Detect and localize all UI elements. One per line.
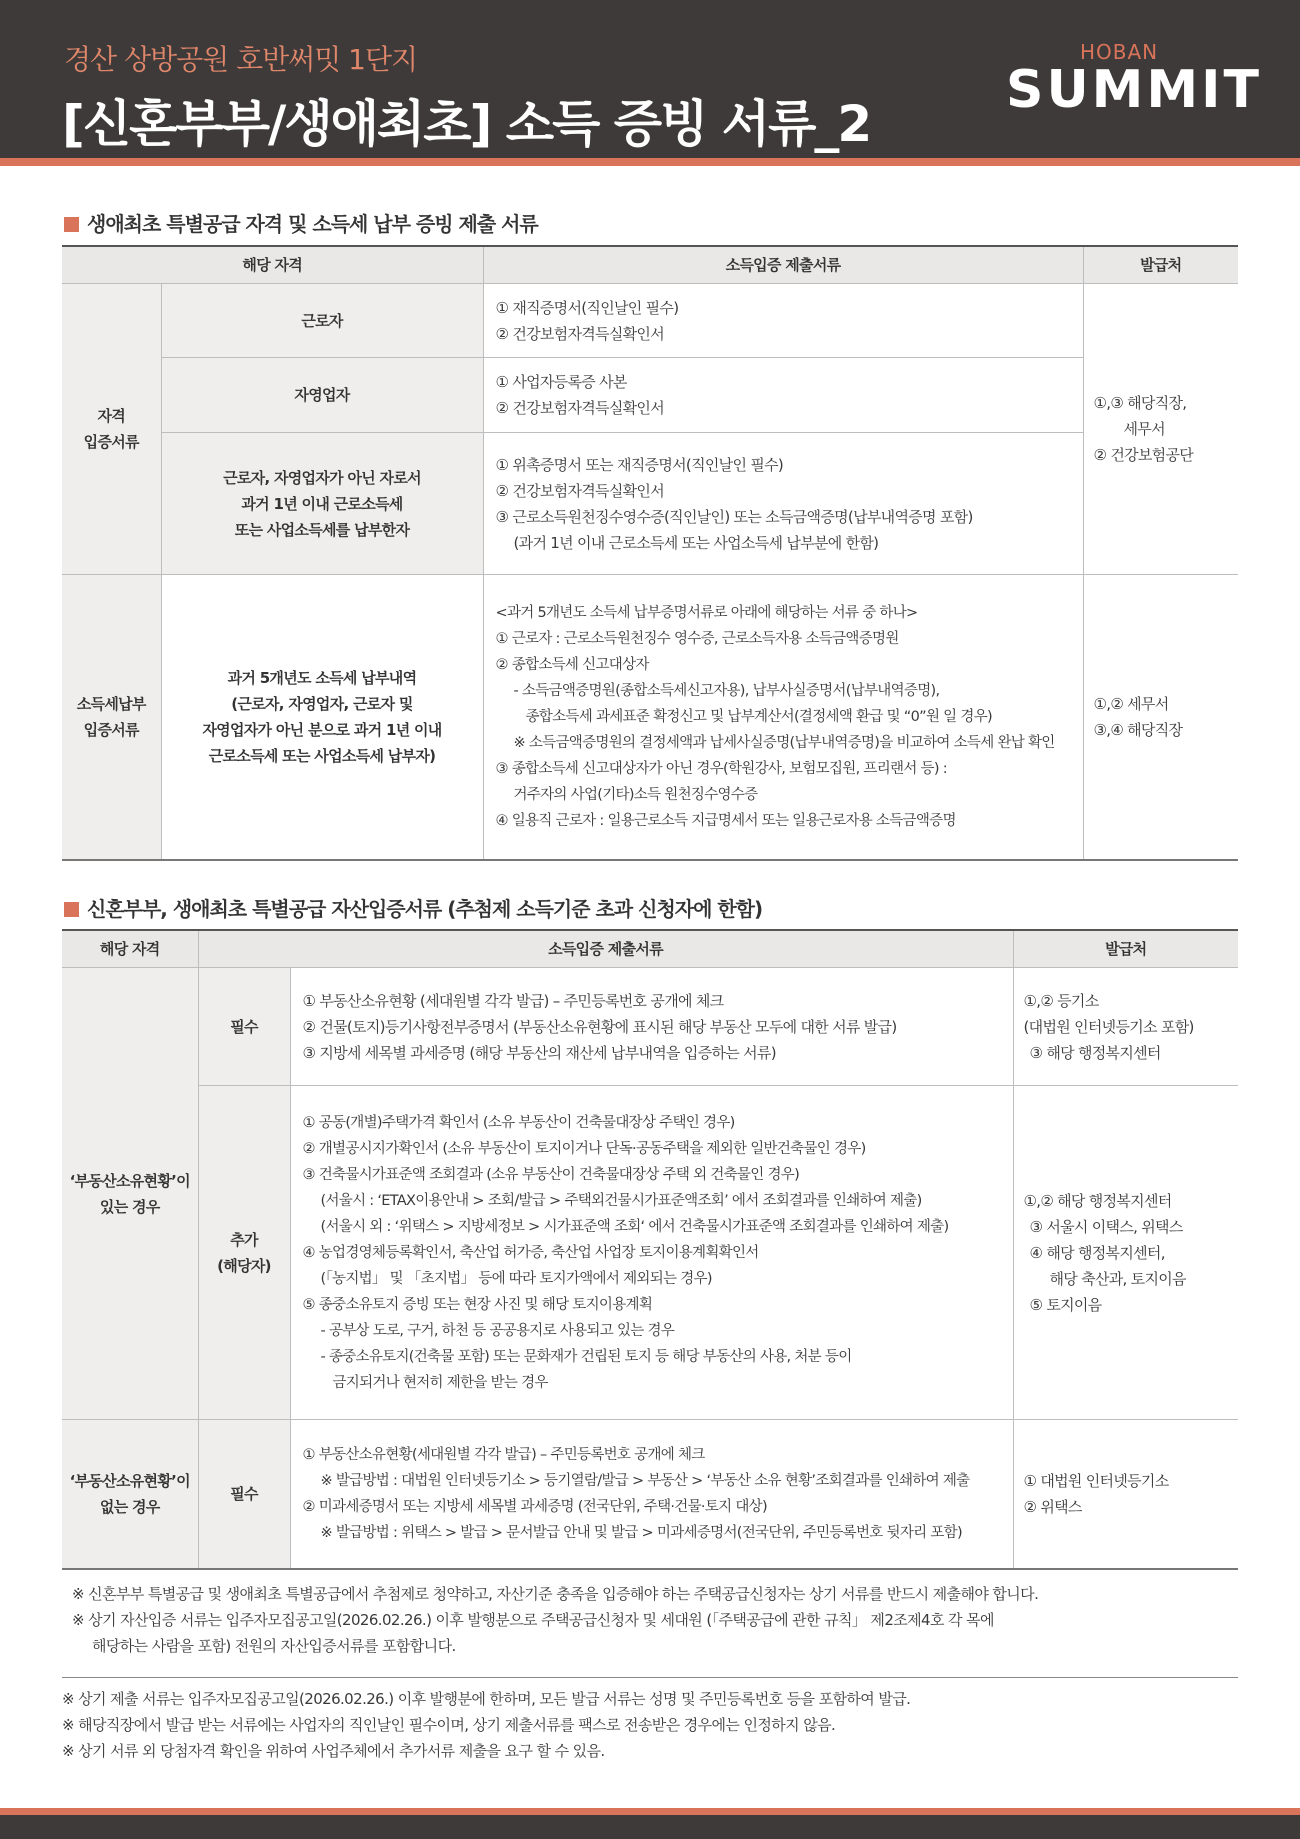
- group-label-qualification: 자격 입증서류: [62, 284, 161, 575]
- asset-notes: [72, 1581, 1232, 1659]
- table-row: [62, 1420, 1238, 1569]
- table-header-row: [62, 930, 1238, 968]
- group-label-has-property: ‘부동산소유현황’이 있는 경우: [62, 968, 198, 1420]
- col-header-eligibility: 해당 자격: [62, 930, 198, 968]
- row-label-tax-history: 과거 5개년도 소득세 납부내역 (근로자, 자영업자, 근로자 및 자영업자가 아닌 분으로 과거 1년 이내 근로소득세 또는 사업소득세 납부자): [161, 575, 483, 860]
- notes-divider: [62, 1677, 1238, 1678]
- note-line: 해당하는 사람을 포함) 전원의 자산입증서류를 포함합니다.: [92, 1637, 456, 1655]
- table-row: [62, 433, 1238, 575]
- note-line: ※ 신혼부부 특별공급 및 생애최초 특별공급에서 추첨제로 청약하고, 자산기준 충족을 입증해야 하는 주택공급신청자는 상기 서류를 반드시 제출해야 합니다.: [72, 1585, 1039, 1603]
- note-line: ※ 상기 서류 외 당첨자격 확인을 위하여 사업주체에서 추가서류 제출을 요구 할 수 있음.: [62, 1742, 605, 1760]
- col-header-issuer: 발급처: [1013, 930, 1238, 968]
- has-property-required-issuer: ①,② 등기소 (대법원 인터넷등기소 포함) ③ 해당 행정복지센터: [1013, 968, 1238, 1086]
- table-row: [62, 968, 1238, 1086]
- self-employed-docs: ① 사업자등록증 사본 ② 건강보험자격득실확인서: [483, 358, 1083, 433]
- col-header-issuer: 발급처: [1083, 246, 1238, 284]
- square-bullet-icon: [64, 902, 79, 917]
- row-label-worker: 근로자: [161, 284, 483, 358]
- logo-brand-top: HOBAN: [1080, 40, 1159, 64]
- worker-docs: ① 재직증명서(직인날인 필수) ② 건강보험자격득실확인서: [483, 284, 1083, 358]
- note-line: ※ 해당직장에서 발급 받는 서류에는 사업자의 직인날인 필수이며, 상기 제출서류를 팩스로 전송받은 경우에는 인정하지 않음.: [62, 1716, 836, 1734]
- table-row: [62, 284, 1238, 358]
- note-line: ※ 상기 자산입증 서류는 입주자모집공고일(2026.02.26.) 이후 발행분으로 주택공급신청자 및 세대원 (「주택공급에 관한 규칙」 제2조제4호 각 목에: [72, 1611, 994, 1629]
- header-accent-stripe: [0, 158, 1300, 166]
- logo-brand-main: SUMMIT: [1006, 60, 1262, 120]
- section2-heading: 신혼부부, 생애최초 특별공급 자산입증서류 (추첨제 소득기준 초과 신청자에 한함): [64, 893, 762, 922]
- group-label-tax-payment: 소득세납부 입증서류: [62, 575, 161, 860]
- page-title: [신혼부부/생애최초] 소득 증빙 서류_2: [62, 95, 871, 153]
- table-row: [62, 575, 1238, 860]
- has-property-additional-docs: ① 공동(개별)주택가격 확인서 (소유 부동산이 건축물대장상 주택인 경우) ② 개별공시지가확인서 (소유 부동산이 토지이거나 단독·공동주택을 제외한 일반건축물인 경우) ③ 건축물시가표준액 조회결과 (소유 부동산이 건축물대장상 주택 외 건축물인 경우) (서울시 : ‘ETAX이용안내 > 조회/발급 > 주택외건물시가표준액조회’ 에서 조회결과를 인쇄하여 제출) (서울시 외 : ‘위택스 > 지방세정보 > 시가표준액 조회‘ 에서 건축물시가표준액 조회결과를 인쇄하여 제출) ④ 농업경영체등록확인서, 축산업 허가증, 축산업 사업장 토지이용계획확인서 (「농지법」 및 「초지법」 등에 따라 토지가액에서 제외되는 경우) ⑤ 종중소유토지 증빙 또는 현장 사진 및 해당 토지이용계획 - 공부상 도로, 구거, 하천 등 공공용지로 사용되고 있는 경우 - 종중소유토지(건축물 포함) 또는 문화재가 건립된 토지 등 해당 부동산의 사용, 처분 등이 금지되거나 현저히 제한을 받는 경우: [290, 1086, 1013, 1420]
- note-line: ※ 상기 제출 서류는 입주자모집공고일(2026.02.26.) 이후 발행분에 한하며, 모든 발급 서류는 성명 및 주민등록번호 등을 포함하여 발급.: [62, 1690, 911, 1708]
- square-bullet-icon: [64, 217, 79, 232]
- no-property-docs: ① 부동산소유현황(세대원별 각각 발급) – 주민등록번호 공개에 체크 ※ 발급방법 : 대법원 인터넷등기소 > 등기열람/발급 > 부동산 > ‘부동산 소유 현황’조회결과를 인쇄하여 제출 ② 미과세증명서 또는 지방세 세목별 과세증명 (전국단위, 주택·건물·토지 대상) ※ 발급방법 : 위택스 > 발급 > 문서발급 안내 및 발급 > 미과세증명서(전국단위, 주민등록번호 뒷자리 포함): [290, 1420, 1013, 1569]
- col-header-documents: 소득입증 제출서류: [483, 246, 1083, 284]
- eligibility-table: [62, 245, 1238, 861]
- complex-name: 경산 상방공원 호반써밋 1단지: [64, 43, 418, 76]
- additional-label: 추가 (해당자): [198, 1086, 290, 1420]
- asset-table: [62, 929, 1238, 1570]
- group-label-no-property: ‘부동산소유현황’이 없는 경우: [62, 1420, 198, 1569]
- other-docs: ① 위촉증명서 또는 재직증명서(직인날인 필수) ② 건강보험자격득실확인서 ③ 근로소득원천징수영수증(직인날인) 또는 소득금액증명(납부내역증명 포함) (과거 1년 이내 근로소득세 또는 사업소득세 납부분에 한함): [483, 433, 1083, 575]
- has-property-additional-issuer: ①,② 해당 행정복지센터 ③ 서울시 이택스, 위택스 ④ 해당 행정복지센터, 해당 축산과, 토지이음 ⑤ 토지이음: [1013, 1086, 1238, 1420]
- section1-heading: 생애최초 특별공급 자격 및 소득세 납부 증빙 제출 서류: [64, 208, 538, 237]
- required-label: 필수: [198, 1420, 290, 1569]
- page-footer: [0, 1815, 1300, 1839]
- col-header-eligibility: 해당 자격: [62, 246, 483, 284]
- row-label-other: 근로자, 자영업자가 아닌 자로서 과거 1년 이내 근로소득세 또는 사업소득세를 납부한자: [161, 433, 483, 575]
- issuer-qualification: ①,③ 해당직장, 세무서 ② 건강보험공단: [1083, 284, 1238, 575]
- issuer-tax-payment: ①,② 세무서 ③,④ 해당직장: [1083, 575, 1238, 860]
- has-property-required-docs: ① 부동산소유현황 (세대원별 각각 발급) – 주민등록번호 공개에 체크 ② 건물(토지)등기사항전부증명서 (부동산소유현황에 표시된 해당 부동산 모두에 대한 서류 발급) ③ 지방세 세목별 과세증명 (해당 부동산의 재산세 납부내역을 입증하는 서류): [290, 968, 1013, 1086]
- required-label: 필수: [198, 968, 290, 1086]
- table-header-row: [62, 246, 1238, 284]
- tax-docs: <과거 5개년도 소득세 납부증명서류로 아래에 해당하는 서류 중 하나> ① 근로자 : 근로소득원천징수 영수증, 근로소득자용 소득금액증명원 ② 종합소득세 신고대상자 - 소득금액증명원(종합소득세신고자용), 납부사실증명서(납부내역증명), 종합소득세 과세표준 확정신고 및 납부계산서(결정세액 환급 및 “0”원 일 경우) ※ 소득금액증명원의 결정세액과 납세사실증명(납부내역증명)을 비교하여 소득세 완납 확인 ③ 종합소득세 신고대상자가 아닌 경우(학원강사, 보험모집원, 프리랜서 등) : 거주자의 사업(기타)소득 원천징수영수증 ④ 일용직 근로자 : 일용근로소득 지급명세서 또는 일용근로자용 소득금액증명: [483, 575, 1083, 860]
- table-row: [62, 1086, 1238, 1420]
- no-property-issuer: ① 대법원 인터넷등기소 ② 위택스: [1013, 1420, 1238, 1569]
- table-row: [62, 358, 1238, 433]
- row-label-self-employed: 자영업자: [161, 358, 483, 433]
- footer-accent-stripe: [0, 1808, 1300, 1815]
- col-header-documents: 소득입증 제출서류: [198, 930, 1013, 968]
- general-notes: [62, 1686, 1238, 1764]
